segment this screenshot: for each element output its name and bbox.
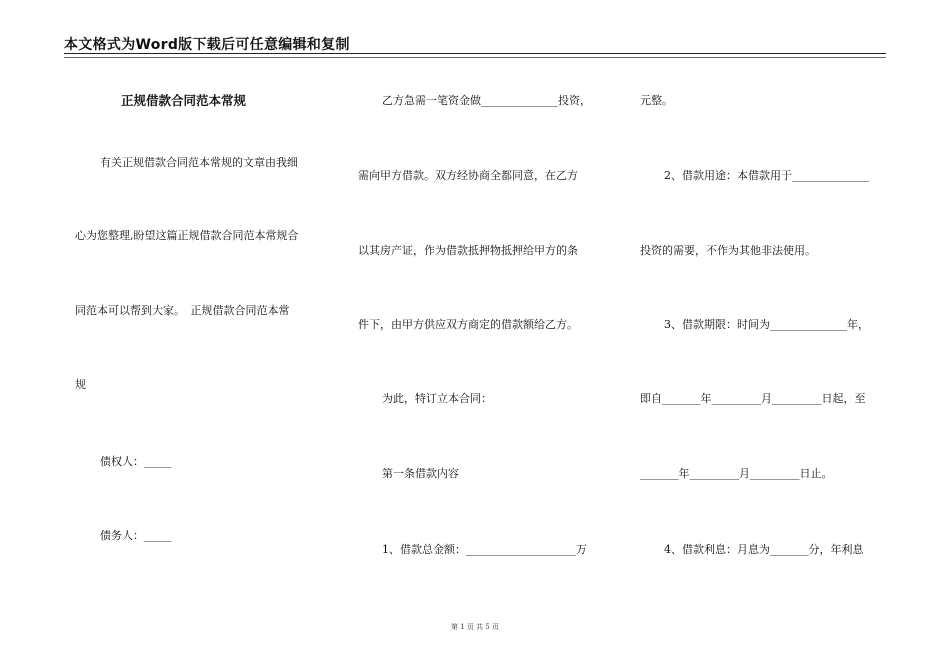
debtor-field: 债务人：_____: [100, 529, 172, 542]
right-line-5: 即自_______年_________月_________日起，至: [640, 392, 866, 405]
right-line-3: 投资的需要，不作为其他非法使用。: [640, 244, 816, 257]
mid-line-7: 1、借款总金额：____________________万: [382, 543, 587, 556]
page-number-footer: 第 1 页 共 5 页: [450, 623, 500, 631]
mid-line-2: 需向甲方借款。双方经协商全都同意，在乙方: [358, 169, 578, 182]
right-line-1: 元整。: [640, 94, 673, 107]
mid-line-4: 件下，由甲方供应双方商定的借款额给乙方。: [358, 318, 578, 331]
intro-line-1: 有关正规借款合同范本常规的文章由我细: [100, 156, 298, 169]
creditor-field: 债权人：_____: [100, 455, 172, 468]
right-line-6: _______年_________月_________日止。: [640, 467, 833, 480]
mid-line-5: 为此，特订立本合同：: [382, 392, 492, 405]
document-title: 正规借款合同范本常规: [121, 93, 247, 108]
document-header-banner: 本文格式为Word版下载后可任意编辑和复制: [64, 37, 350, 53]
mid-line-3: 以其房产证，作为借款抵押物抵押给甲方的条: [358, 244, 578, 257]
intro-line-4: 规: [75, 378, 86, 391]
right-line-2: 2、借款用途：本借款用于______________: [664, 169, 869, 182]
header-rule-thick: [64, 53, 886, 54]
section-heading-loan-content: 第一条借款内容: [382, 467, 459, 480]
intro-line-2: 心为您整理,盼望这篇正规借款合同范本常规合: [75, 229, 299, 242]
intro-line-3: 同范本可以帮到大家。 正规借款合同范本常: [75, 304, 290, 317]
header-rule-thin: [64, 57, 886, 58]
mid-line-1: 乙方急需一笔资金做______________投资，: [382, 94, 591, 107]
right-line-4: 3、借款期限：时间为______________年，: [664, 318, 869, 331]
right-line-7: 4、借款利息：月息为_______分，年利息: [664, 543, 864, 556]
